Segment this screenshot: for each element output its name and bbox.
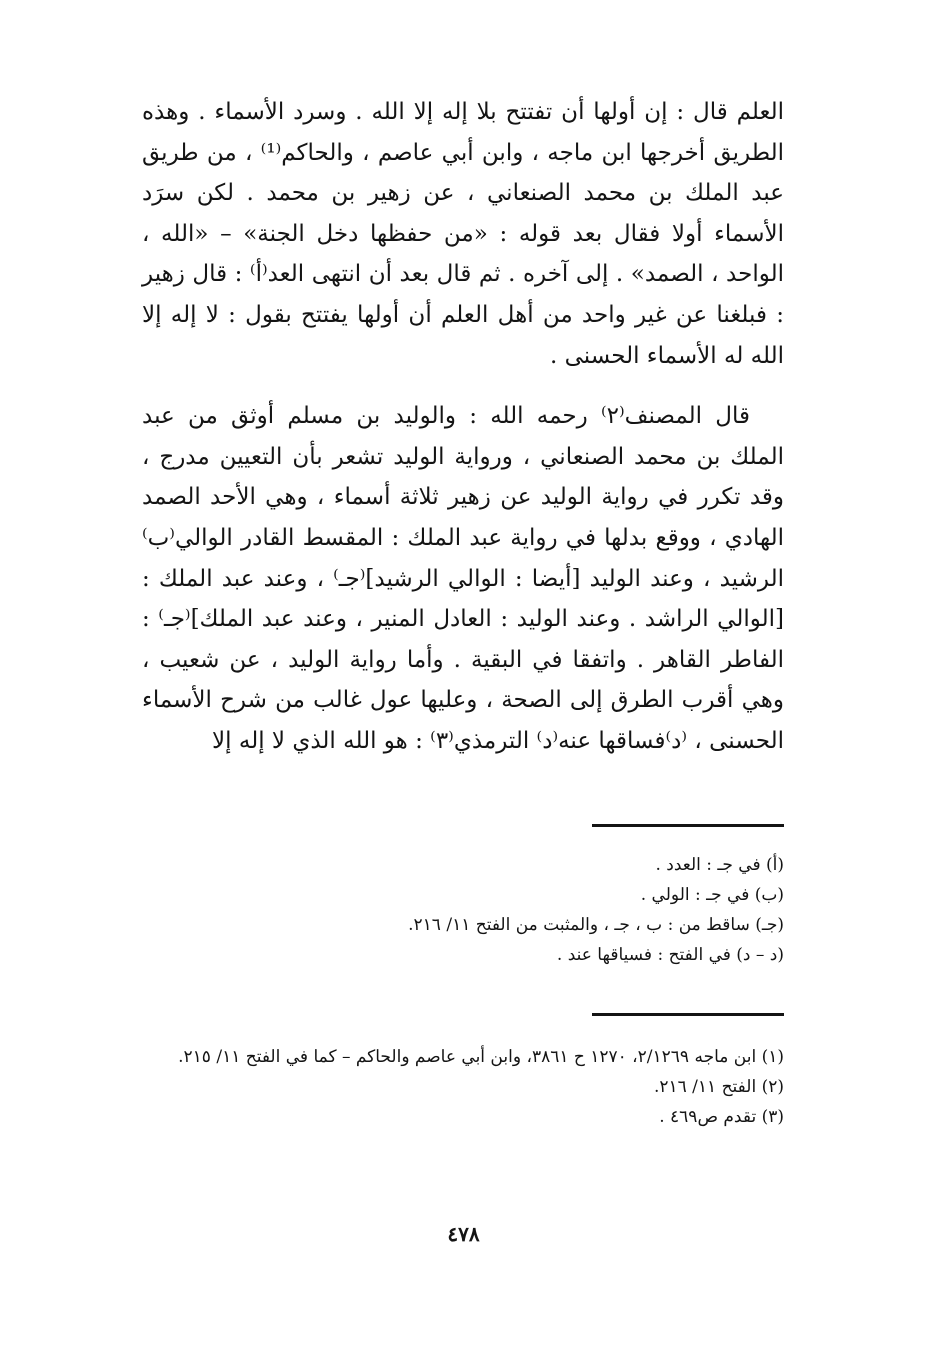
- reference-note: (١) ابن ماجه ٢/١٢٦٩، ١٢٧٠ ح ٣٨٦١، وابن أبي عاصم والحاكم – كما في الفتح ١١/ ٢١٥.: [178, 1047, 784, 1067]
- footnote-divider-references: [592, 1013, 784, 1016]
- variant-footnotes: [142, 850, 784, 970]
- reference-footnotes: [142, 1042, 784, 1132]
- main-text: [142, 92, 784, 762]
- variant-note: (أ) في جـ : العدد .: [655, 855, 784, 875]
- variant-note: (د – د) في الفتح : فسياقها عند .: [556, 945, 784, 965]
- paragraph-2: قال المصنف⁽٢⁾ رحمه الله : والوليد بن مسلم أوثق من عبد الملك بن محمد الصنعاني ، ورواية الوليد تشعر بأن التعيين مدرج ، وقد تكرر في رواية الوليد عن زهير ثلاثة أسماء ، وهي الأحد الصمد الهادي ، ووقع بدلها في رواية عبد الملك : المقسط القادر الوالي⁽ب⁾ الرشيد ، وعند الوليد [أيضا : الوالي الرشيد]⁽جـ⁾ ، وعند عبد الملك : [الوالي الراشد . وعند الوليد : العادل المنير ، وعند عبد الملك]⁽جـ⁾ : الفاطر القاهر . واتفقا في البقية . وأما رواية الوليد ، عن شعيب ، وهي أقرب الطرق إلى الصحة ، وعليها عول غالب من شرح الأسماء الحسنى ، ⁽د⁾فساقها عنه⁽د⁾ الترمذي⁽٣⁾ : هو الله الذي لا إله إلا: [142, 403, 784, 754]
- reference-note: (٢) الفتح ١١/ ٢١٦.: [653, 1077, 784, 1097]
- variant-note: (جـ) ساقط من : ب ، جـ ، والمثبت من الفتح ١١/ ٢١٦.: [408, 915, 784, 935]
- footnote-divider-variants: [592, 824, 784, 827]
- reference-note: (٣) تقدم ص٤٦٩ .: [659, 1107, 784, 1127]
- paragraph-1: العلم قال : إن أولها أن تفتتح بلا إله إلا الله . وسرد الأسماء . وهذه الطريق أخرجها ابن ماجه ، وابن أبي عاصم ، والحاكم⁽¹⁾ ، من طريق عبد الملك بن محمد الصنعاني ، عن زهير بن محمد . لكن سرَد الأسماء أولا فقال بعد قوله : «من حفظها دخل الجنة» – «الله ، الواحد ، الصمد» . إلى آخره . ثم قال بعد أن انتهى العد⁽أ⁾ : قال زهير : فبلغنا عن غير واحد من أهل العلم أن أولها يفتتح بقول : لا إله إلا الله له الأسماء الحسنى .: [142, 99, 784, 369]
- page-number: ٤٧٨: [447, 1222, 480, 1246]
- variant-note: (ب) في جـ : الولي .: [640, 885, 784, 905]
